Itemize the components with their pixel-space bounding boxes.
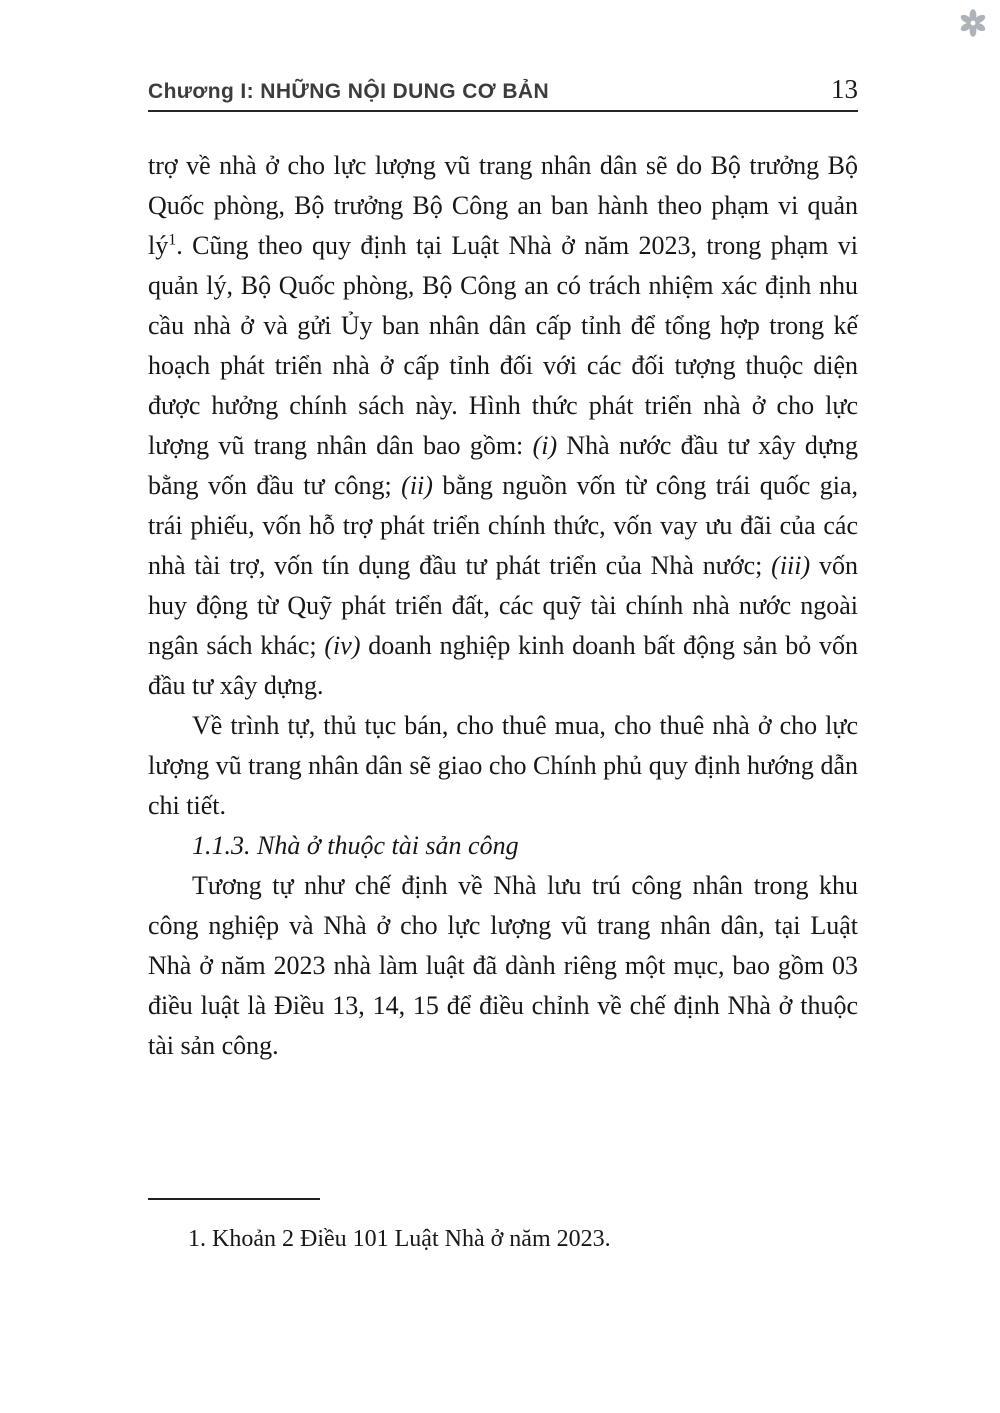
text-run: bằng nguồn vốn từ công trái quốc gia, trái phiếu, vốn hỗ trợ phát triển chính thức, vốn vay ưu đãi của các nhà tài trợ, vốn tín dụng đầu tư phát triển của Nhà nước; <box>148 471 858 580</box>
body-paragraph-3: Tương tự như chế định về Nhà lưu trú công nhân trong khu công nghiệp và Nhà ở cho lực lượng vũ trang nhân dân, tại Luật Nhà ở năm 2023 nhà làm luật đã dành riêng một mục, bao gồm 03 điều luật là Điều 13, 14, 15 để điều chỉnh về chế định Nhà ở thuộc tài sản công. <box>148 871 858 1060</box>
footnote-text: 1. Khoản 2 Điều 101 Luật Nhà ở năm 2023. <box>188 1226 611 1252</box>
footnote-rule <box>148 1198 320 1200</box>
text-run: Nhà nước đầu tư xây dựng bằng vốn đầu tư công; <box>148 431 859 500</box>
body-paragraph-1 <box>148 146 858 706</box>
text-run: doanh nghiệp kinh doanh bất động sản bỏ vốn đầu tư xây dựng. <box>148 631 858 700</box>
chapter-title: Chương I: NHỮNG NỘI DUNG CƠ BẢN <box>148 80 550 103</box>
header-rule <box>148 110 858 112</box>
text-run-italic: (i) <box>532 431 558 460</box>
footnote-reference: 1 <box>168 231 177 249</box>
text-run: . Cũng theo quy định tại Luật Nhà ở năm 2023, trong phạm vi quản lý, Bộ Quốc phòng, Bộ Công an có trách nhiệm xác định nhu cầu nhà ở và gửi Ủy ban nhân dân cấp tỉnh để tổng hợp trong kế hoạch phát triển nhà ở cấp tỉnh đối với các đối tượng thuộc diện được hưởng chính sách này. Hình thức phát triển nhà ở cho lực lượng vũ trang nhân dân bao gồm: <box>148 231 858 460</box>
footnote-area <box>148 1198 858 1256</box>
page-body <box>148 146 858 1066</box>
text-run-italic: (iv) <box>324 631 361 660</box>
text-run-italic: (iii) <box>771 551 811 580</box>
page-header <box>148 74 858 105</box>
text-run: vốn huy động từ Quỹ phát triển đất, các quỹ tài chính nhà nước ngoài ngân sách khác; <box>148 551 859 660</box>
body-paragraph-2: Về trình tự, thủ tục bán, cho thuê mua, cho thuê nhà ở cho lực lượng vũ trang nhân dân sẽ giao cho Chính phủ quy định hướng dẫn chi tiết. <box>148 711 858 820</box>
text-run: trợ về nhà ở cho lực lượng vũ trang nhân dân sẽ do Bộ trưởng Bộ Quốc phòng, Bộ trưởng Bộ Công an ban hành theo phạm vi quản lý <box>148 151 858 260</box>
section-heading: 1.1.3. Nhà ở thuộc tài sản công <box>192 831 519 860</box>
flower-icon <box>958 8 988 38</box>
page-number: 13 <box>831 74 858 104</box>
text-run-italic: (ii) <box>401 471 433 500</box>
